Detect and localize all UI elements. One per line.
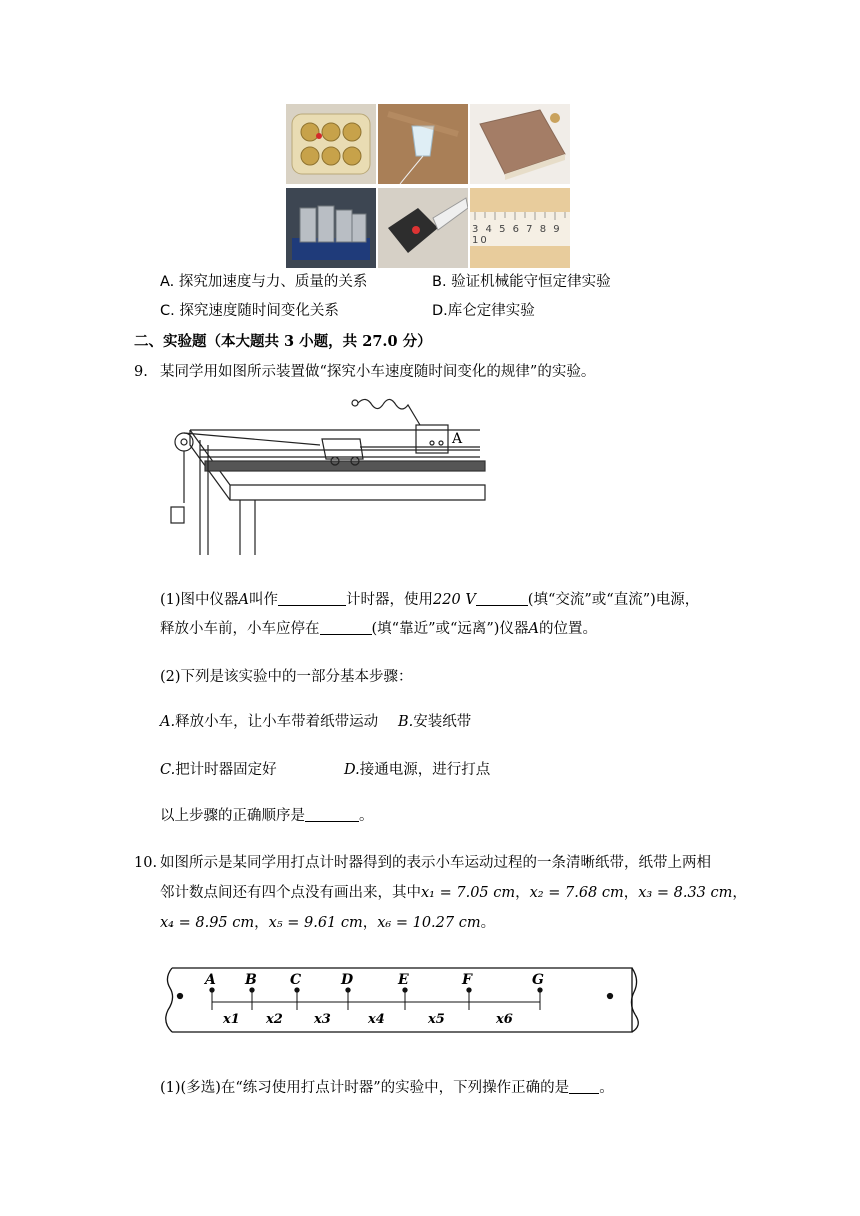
apparatus-label-a: A xyxy=(452,431,463,447)
weights-tray-photo xyxy=(286,104,376,184)
ruler-digits: 3 4 5 6 7 8 9 10 xyxy=(472,224,562,246)
tape-point-g: G xyxy=(532,972,544,988)
q9-step-a: A.释放小车，让小车带着纸带运动 xyxy=(160,714,379,730)
slotted-weights-photo xyxy=(286,188,376,268)
option-c: C. 探究速度随时间变化关系 xyxy=(160,303,339,319)
q10-stem-line2: 邻计数点间还有四个点没有画出来，其中x₁ = 7.05 cm，x₂ = 7.68 cm，x₃ = 8.33 cm， xyxy=(160,885,747,901)
q10-part1: (1)(多选)在“练习使用打点计时器”的实验中，下列操作正确的是 。 xyxy=(160,1080,614,1096)
q10-tape-figure xyxy=(160,966,640,1036)
tape-point-f: F xyxy=(462,972,472,988)
q9-apparatus-figure xyxy=(160,395,490,560)
tape-point-c: C xyxy=(290,972,302,988)
tape-segment-x4: x4 xyxy=(368,1012,385,1027)
tape-point-d: D xyxy=(341,972,354,988)
blank-timer-type[interactable] xyxy=(278,590,346,606)
q9-order-line: 以上步骤的正确顺序是 。 xyxy=(160,808,374,824)
blank-multi-select[interactable] xyxy=(569,1078,599,1094)
q9-step-c: C.把计时器固定好 xyxy=(160,762,277,778)
q9-part1-line1: (1)图中仪器A叫作 计时器，使用220 V (填“交流”或“直流”)电源， xyxy=(160,592,700,608)
tape-segment-x6: x6 xyxy=(496,1012,513,1027)
cup-photo xyxy=(378,104,468,184)
q10-number: 10. xyxy=(134,855,158,871)
option-a: A. 探究加速度与力、质量的关系 xyxy=(160,274,368,290)
q10-stem-line1: 如图所示是某同学用打点计时器得到的表示小车运动过程的一条清晰纸带，纸带上两相 xyxy=(160,855,711,871)
tape-segment-x1: x1 xyxy=(223,1012,240,1027)
timer-photo xyxy=(378,188,468,268)
q9-number: 9. xyxy=(134,364,148,380)
tape-segment-x5: x5 xyxy=(428,1012,445,1027)
board-photo xyxy=(470,104,570,184)
q9-part2-intro: (2)下列是该实验中的一部分基本步骤： xyxy=(160,669,413,685)
tape-point-a: A xyxy=(205,972,216,988)
section-heading: 二、实验题（本大题共 3 小题，共 27.0 分） xyxy=(134,333,432,350)
q9-stem: 某同学用如图所示装置做“探究小车速度随时间变化的规律”的实验。 xyxy=(160,364,596,380)
ruler-photo xyxy=(470,188,570,268)
q9-part1-line2: 释放小车前，小车应停在 (填“靠近”或“远离”)仪器A的位置。 xyxy=(160,621,597,637)
q9-step-b: B.安装纸带 xyxy=(398,714,472,730)
q8-photo-grid xyxy=(286,104,570,268)
tape-segment-x2: x2 xyxy=(266,1012,283,1027)
blank-order[interactable] xyxy=(305,806,359,822)
tape-segment-x3: x3 xyxy=(314,1012,331,1027)
tape-point-b: B xyxy=(245,972,257,988)
q10-stem-line3: x₄ = 8.95 cm，x₅ = 9.61 cm，x₆ = 10.27 cm。 xyxy=(160,915,496,931)
tape-point-e: E xyxy=(398,972,409,988)
blank-power-type[interactable] xyxy=(476,590,528,606)
blank-position[interactable] xyxy=(320,619,372,635)
option-b: B. 验证机械能守恒定律实验 xyxy=(432,274,611,290)
q9-step-d: D.接通电源，进行打点 xyxy=(344,762,491,778)
option-d: D.库仑定律实验 xyxy=(432,303,535,319)
